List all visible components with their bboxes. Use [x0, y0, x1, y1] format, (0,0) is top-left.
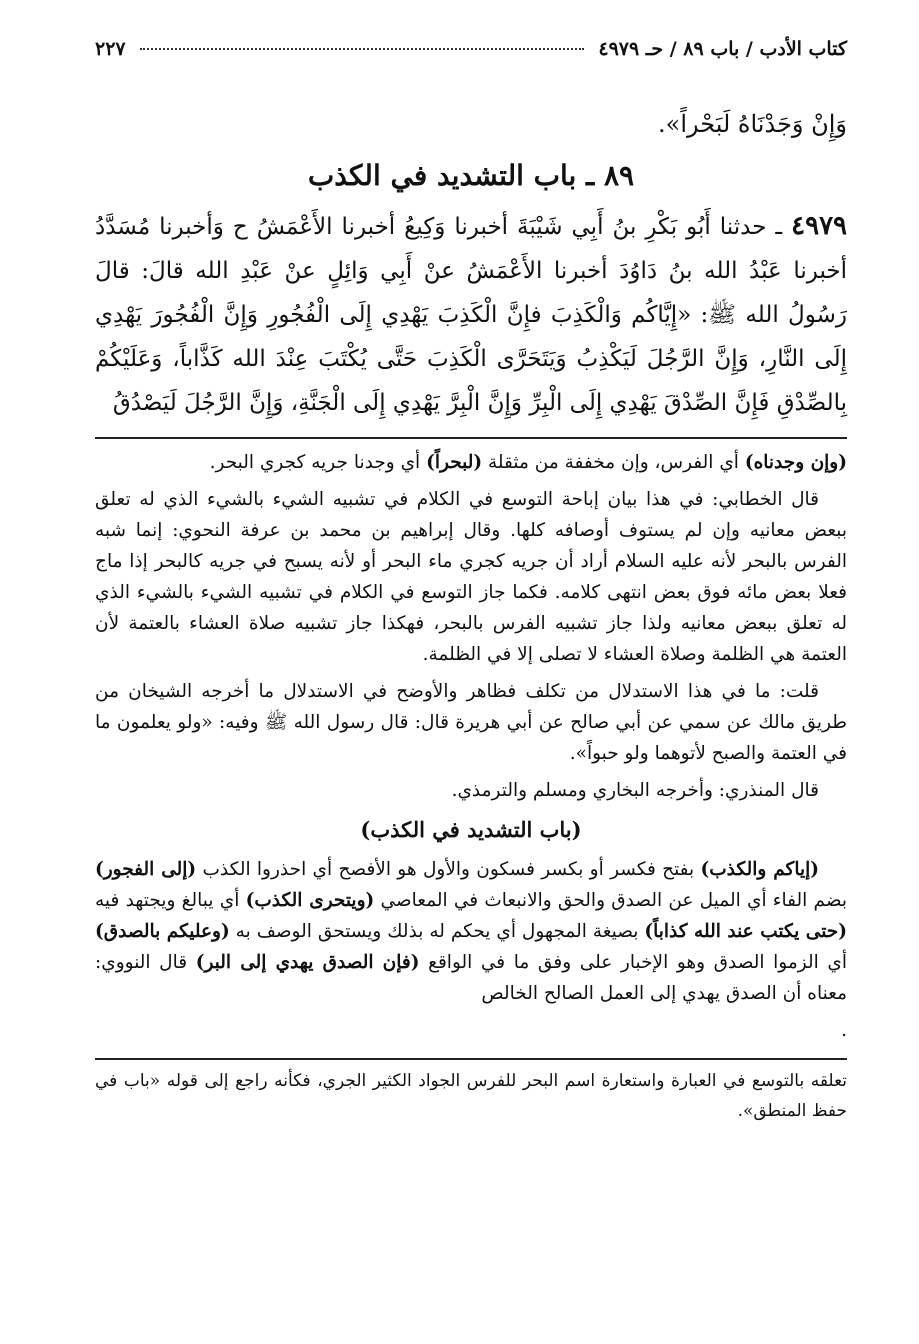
- commentary-section: [95, 447, 847, 1046]
- commentary-text: بضم الفاء أي الميل عن الصدق والحق والانبعاث في المعاصي: [374, 890, 848, 911]
- commentary-bold-term: (وعليكم بالصدق): [95, 921, 230, 942]
- footnote-divider: [95, 1058, 847, 1060]
- text-commentary-divider: [95, 437, 847, 439]
- footnote-text: تعلقه بالتوسع في العبارة واستعارة اسم البحر للفرس الجواد الكثير الجري، فكأنه راجع إلى قوله «باب في حفظ المنطق».: [95, 1071, 847, 1121]
- commentary-paragraph: قال المنذري: وأخرجه البخاري ومسلم والترمذي.: [451, 780, 819, 801]
- commentary-paragraph: قلت: ما في هذا الاستدلال من تكلف فظاهر والأوضح في الاستدلال ما أخرجه الشيخان من طريق مالك عن سمي عن أبي صالح عن أبي هريرة قال: قال رسول الله ﷺ وفيه: «ولو يعلمون ما في العتمة والصبح لأتوهما ولو حبواً».: [95, 681, 847, 764]
- page-header: [95, 38, 847, 72]
- commentary-paragraph: [95, 854, 847, 1009]
- hadith-text: ـ حدثنا أَبُو بَكْرِ بنُ أَبِي شَيْبَةَ أخبرنا وَكِيعُ أخبرنا الأَعْمَشُ ح وَأخبرنا مُسَدَّدُ أخبرنا عَبْدُ الله بنُ دَاوُدَ أخبرنا الأَعْمَشُ عنْ أَبِي وَائِلٍ عنْ عَبْدِ الله قالَ: قالَ رَسُولُ الله ﷺ: «إِيَّاكُم وَالْكَذِبَ فإِنَّ الْكَذِبَ يَهْدِي إِلَى الْفُجُورِ وَإِنَّ الْفُجُورَ يَهْدِي إِلَى النَّارِ، وَإِنَّ الرَّجُلَ لَيَكْذِبُ وَيَتَحَرَّى الْكَذِبَ حَتَّى يُكْتَبَ عِنْدَ الله كَذَّاباً، وَعَلَيْكُمْ بِالصِّدْقِ فَإِنَّ الصِّدْقَ يَهْدِي إِلَى الْبِرِّ وَإِنَّ الْبِرَّ يَهْدِي إِلَى الْجَنَّةِ، وَإِنَّ الرَّجُلَ لَيَصْدُقُ: [95, 214, 847, 416]
- running-title: كتاب الأدب / باب ٨٩ / حـ ٤٩٧٩: [598, 38, 847, 60]
- commentary-bold-term: (لبحراً): [426, 452, 483, 473]
- commentary-text: أي الزموا الصدق وهو الإخبار على وفق ما في الواقع: [419, 952, 847, 973]
- commentary-text: بفتح فكسر أو بكسر فسكون والأول هو الأفصح أي احذروا الكذب: [196, 859, 701, 880]
- document-page: [95, 38, 847, 1126]
- commentary-bold-term: (حتى يكتب عند الله كذاباً): [644, 921, 848, 942]
- chapter-title: ٨٩ ـ باب التشديد في الكذب: [307, 159, 635, 192]
- header-leader-dots: [140, 48, 585, 50]
- commentary-bold-term: (ويتحرى الكذب): [245, 890, 375, 911]
- commentary-text: أي الفرس، وإن مخففة من مثقلة: [482, 452, 745, 473]
- commentary-text: بصيغة المجهول أي يحكم له بذلك ويستحق الوصف به: [229, 921, 645, 942]
- commentary-bold-term: (فإن الصدق يهدي إلى البر): [195, 952, 420, 973]
- commentary-bold-term: (إياكم والكذب): [700, 859, 820, 880]
- hadith-number: ٤٩٧٩: [791, 211, 848, 241]
- commentary-chapter-title: (باب التشديد في الكذب): [360, 817, 582, 842]
- commentary-bold-term: (إلى الفجور): [95, 859, 197, 880]
- commentary-text: قال النووي: معناه أن الصدق يهدي إلى العمل الصالح الخالص: [95, 952, 847, 1004]
- commentary-bold-term: (وإن وجدناه): [744, 452, 847, 473]
- end-mark: .: [841, 1020, 847, 1041]
- hadith-text-block: [95, 204, 847, 425]
- commentary-text: أي يبالغ ويجتهد فيه: [95, 890, 246, 911]
- commentary-text: أي وجدنا جريه كجري البحر.: [209, 452, 427, 473]
- page-number: ٢٢٧: [95, 38, 126, 60]
- commentary-paragraph: [95, 447, 847, 478]
- commentary-paragraph: قال الخطابي: في هذا بيان إباحة التوسع في الكلام في تشبيه الشيء بالشيء الذي له تعلق ببعض معانيه وإن لم يستوف أوصافه كلها. وقال إبراهيم بن محمد بن عرفة النحوي: إنما شبه الفرس بالبحر لأنه عليه السلام أراد أن جريه كجري ماء البحر أو لأنه يسبح في جريه كالبحر إذا ماج فعلا بعض مائه فوق بعض انتهى كلامه. فكما جاز التوسع في الكلام في تشبيه الشيء بالشيء الذي له تعلق ببعض معانيه ولذا جاز تشبيه الفرس بالبحر، فهكذا جاز تشبيه صلاة العشاء بالعتمة لأن العتمة هي الظلمة وصلاة العشاء لا تصلى إلا في الظلمة.: [95, 489, 847, 665]
- previous-hadith-ending: وَإِنْ وَجَدْنَاهُ لَبَحْراً».: [658, 110, 847, 138]
